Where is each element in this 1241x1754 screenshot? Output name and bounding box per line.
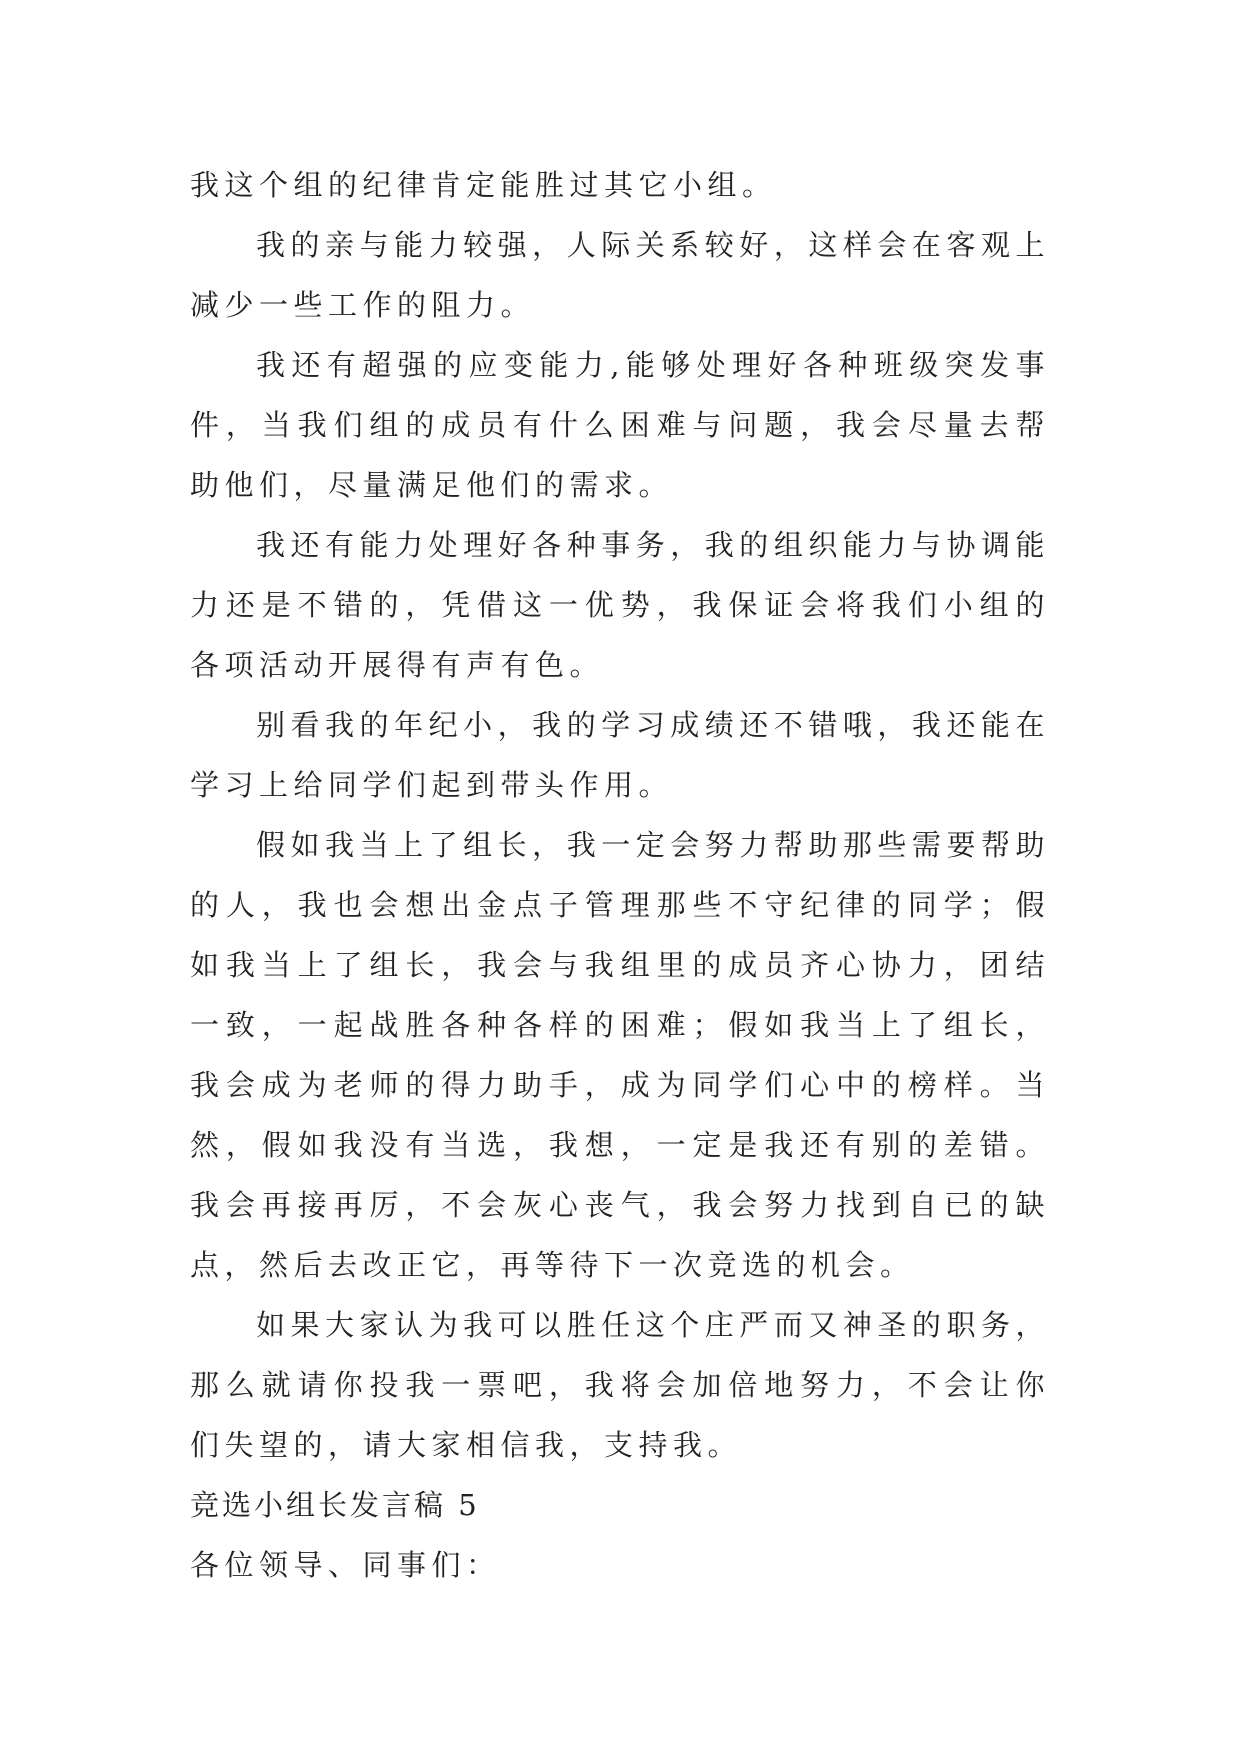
paragraph: 我的亲与能力较强，人际关系较好，这样会在客观上减少一些工作的阻力。 — [190, 228, 1050, 322]
paragraph: 别看我的年纪小，我的学习成绩还不错哦，我还能在学习上给同学们起到带头作用。 — [190, 708, 1050, 802]
paragraph-continuation: 我这个组的纪律肯定能胜过其它小组。 — [190, 168, 777, 202]
paragraph: 我还有超强的应变能力,能够处理好各种班级突发事件，当我们组的成员有什么困难与问题，我会尽量去帮助他们，尽量满足他们的需求。 — [190, 348, 1050, 502]
section-title: 竞选小组长发言稿 5 — [190, 1488, 480, 1522]
paragraph: 如果大家认为我可以胜任这个庄严而又神圣的职务，那么就请你投我一票吧，我将会加倍地努力，不会让你们失望的，请大家相信我，支持我。 — [190, 1308, 1050, 1462]
salutation: 各位领导、同事们： — [190, 1548, 501, 1582]
document-body — [190, 155, 1050, 1595]
paragraph: 我还有能力处理好各种事务，我的组织能力与协调能力还是不错的，凭借这一优势，我保证会将我们小组的各项活动开展得有声有色。 — [190, 528, 1050, 682]
paragraph: 假如我当上了组长，我一定会努力帮助那些需要帮助的人，我也会想出金点子管理那些不守纪律的同学；假如我当上了组长，我会与我组里的成员齐心协力，团结一致，一起战胜各种各样的困难；假如我当上了组长，我会成为老师的得力助手，成为同学们心中的榜样。当然，假如我没有当选，我想，一定是我还有别的差错。我会再接再厉，不会灰心丧气，我会努力找到自已的缺点，然后去改正它，再等待下一次竞选的机会。 — [190, 828, 1050, 1282]
